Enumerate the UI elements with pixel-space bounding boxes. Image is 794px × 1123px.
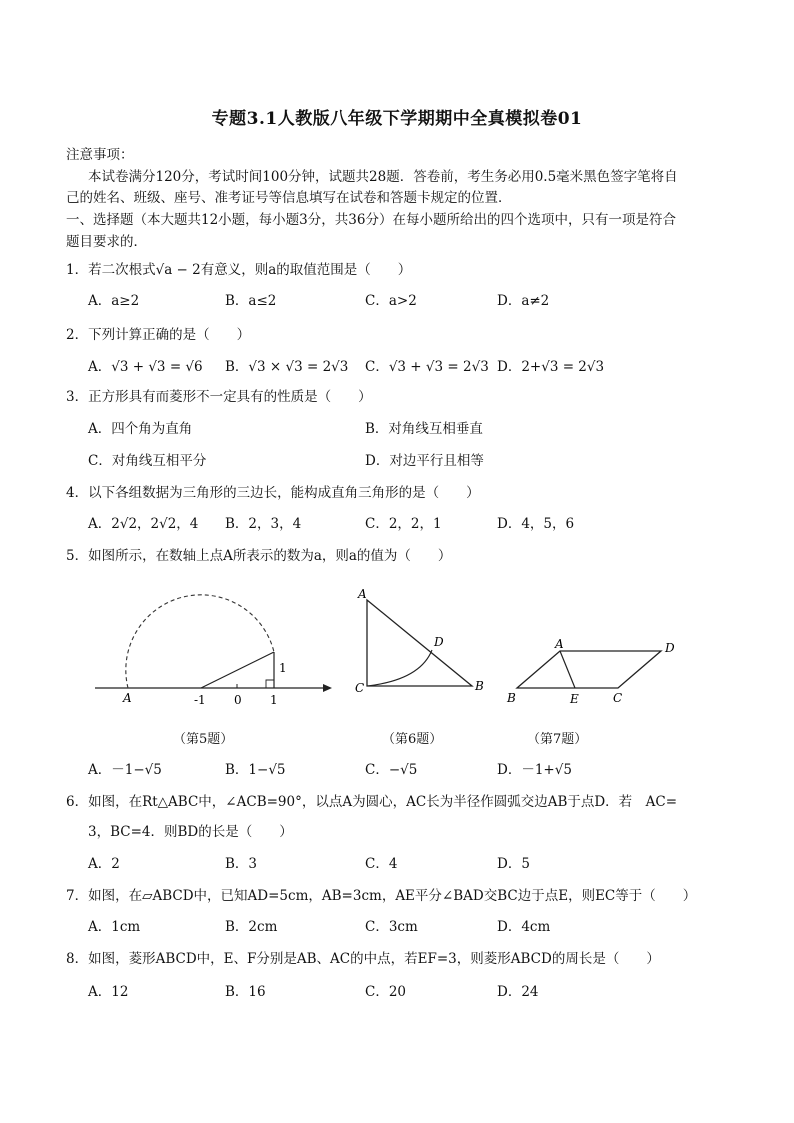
question-3-option-a[interactable]: A．四个角为直角 [88, 421, 193, 437]
page-title: 专题3.1人教版八年级下学期期中全真模拟卷01 [211, 109, 583, 129]
question-1-option-a[interactable]: A．a≥2 [88, 293, 140, 309]
question-7-option-c[interactable]: C．3cm [365, 919, 418, 935]
question-5-option-a[interactable]: A．－1−√5 [88, 762, 162, 778]
question-8-option-b[interactable]: B．16 [225, 984, 266, 1000]
label-minus-one: -1 [194, 693, 206, 707]
right-angle-mark [266, 680, 274, 688]
question-1-option-b[interactable]: B．a≤2 [225, 293, 277, 309]
label-d: D [665, 641, 675, 655]
question-4-stem: 4．以下各组数据为三角形的三边长，能构成直角三角形的是（ ） [66, 485, 480, 501]
question-6-option-b[interactable]: B．3 [225, 856, 258, 872]
label-a: A [555, 637, 564, 651]
question-7-option-b[interactable]: B．2cm [225, 919, 278, 935]
hypotenuse [201, 652, 274, 688]
question-2-option-b[interactable]: B．√3 × √3 = 2√3 [225, 359, 349, 375]
label-b: B [507, 691, 516, 705]
question-6-stem: 6．如图，在Rt△ABC中，∠ACB=90°，以点A为圆心，AC长为半径作圆弧交边AB于点D．若 AC= [66, 794, 678, 810]
dashed-arc [126, 595, 274, 688]
label-d: D [434, 635, 444, 649]
question-5-option-b[interactable]: B．1−√5 [225, 762, 286, 778]
question-5-stem: 5．如图所示，在数轴上点A所表示的数为a，则a的值为（ ） [66, 548, 452, 564]
question-3-option-b[interactable]: B．对角线互相垂直 [365, 421, 483, 437]
question-3-option-c[interactable]: C．对角线互相平分 [88, 453, 207, 469]
figures-row [90, 580, 710, 720]
question-4-option-a[interactable]: A．2√2，2√2，4 [88, 516, 199, 532]
question-1-option-c[interactable]: C．a>2 [365, 293, 417, 309]
figure-5 [95, 595, 332, 707]
question-2-stem: 2．下列计算正确的是（ ） [66, 327, 251, 343]
triangle-abc [367, 600, 472, 686]
label-a: A [358, 587, 367, 601]
label-height: 1 [279, 661, 287, 675]
question-5-option-c[interactable]: C．−√5 [365, 762, 418, 778]
figure-5-caption: （第5题） [173, 732, 234, 747]
figure-6 [355, 587, 484, 695]
label-b: B [475, 679, 484, 693]
question-2-option-c[interactable]: C．√3 + √3 = 2√3 [365, 359, 489, 375]
question-3-stem: 3．正方形具有而菱形不一定具有的性质是（ ） [66, 389, 372, 405]
label-c: C [355, 681, 365, 695]
question-2-option-a[interactable]: A．√3 + √3 = √6 [88, 359, 203, 375]
label-one: 1 [270, 693, 278, 707]
question-8-option-a[interactable]: A．12 [88, 984, 129, 1000]
parallelogram-abcd [517, 651, 661, 688]
question-4-option-d[interactable]: D．4，5，6 [497, 516, 575, 532]
section-heading-line-2: 题目要求的． [66, 234, 147, 250]
label-a: A [123, 691, 132, 705]
question-1-stem: 1．若二次根式√a − 2有意义，则a的取值范围是（ ） [66, 262, 412, 278]
label-zero: 0 [234, 693, 242, 707]
question-4-option-b[interactable]: B．2，3，4 [225, 516, 302, 532]
question-2-option-d[interactable]: D．2+√3 = 2√3 [497, 359, 605, 375]
notice-heading: 注意事项： [66, 147, 134, 163]
segment-ae [560, 651, 575, 688]
section-heading-line-1: 一、选择题（本大题共12小题，每小题3分，共36分）在每小题所给出的四个选项中，只有一项是符合 [66, 212, 676, 228]
question-7-option-a[interactable]: A．1cm [88, 919, 141, 935]
label-e: E [570, 692, 579, 706]
notice-line-1: 本试卷满分120分，考试时间100分钟，试题共28题．答卷前，考生务必用0.5毫米黑色签字笔将自 [88, 169, 678, 185]
arc-cd [367, 650, 432, 686]
question-5-option-d[interactable]: D．－1+√5 [497, 762, 572, 778]
question-7-stem: 7．如图，在▱ABCD中，已知AD=5cm，AB=3cm，AE平分∠BAD交BC边于点E，则EC等于（ ） [66, 888, 697, 904]
question-6-option-c[interactable]: C．4 [365, 856, 398, 872]
question-6-stem-continued: 3，BC=4．则BD的长是（ ） [88, 824, 293, 840]
notice-line-2: 己的姓名、班级、座号、准考证号等信息填写在试卷和答题卡规定的位置． [66, 190, 512, 206]
label-c: C [613, 691, 623, 705]
question-8-option-c[interactable]: C．20 [365, 984, 407, 1000]
question-7-option-d[interactable]: D．4cm [497, 919, 551, 935]
question-3-option-d[interactable]: D．对边平行且相等 [365, 453, 484, 469]
question-6-option-a[interactable]: A．2 [88, 856, 120, 872]
question-8-option-d[interactable]: D．24 [497, 984, 539, 1000]
arrow-head-icon [323, 684, 332, 692]
question-1-option-d[interactable]: D．a≠2 [497, 293, 550, 309]
question-6-option-d[interactable]: D．5 [497, 856, 530, 872]
figure-7 [506, 637, 675, 706]
question-8-stem: 8．如图，菱形ABCD中，E、F分别是AB、AC的中点，若EF=3，则菱形ABCD的周长是（ ） [66, 951, 660, 967]
figure-6-caption: （第6题） [382, 732, 443, 747]
figure-7-caption: （第7题） [527, 732, 588, 747]
question-4-option-c[interactable]: C．2，2，1 [365, 516, 442, 532]
